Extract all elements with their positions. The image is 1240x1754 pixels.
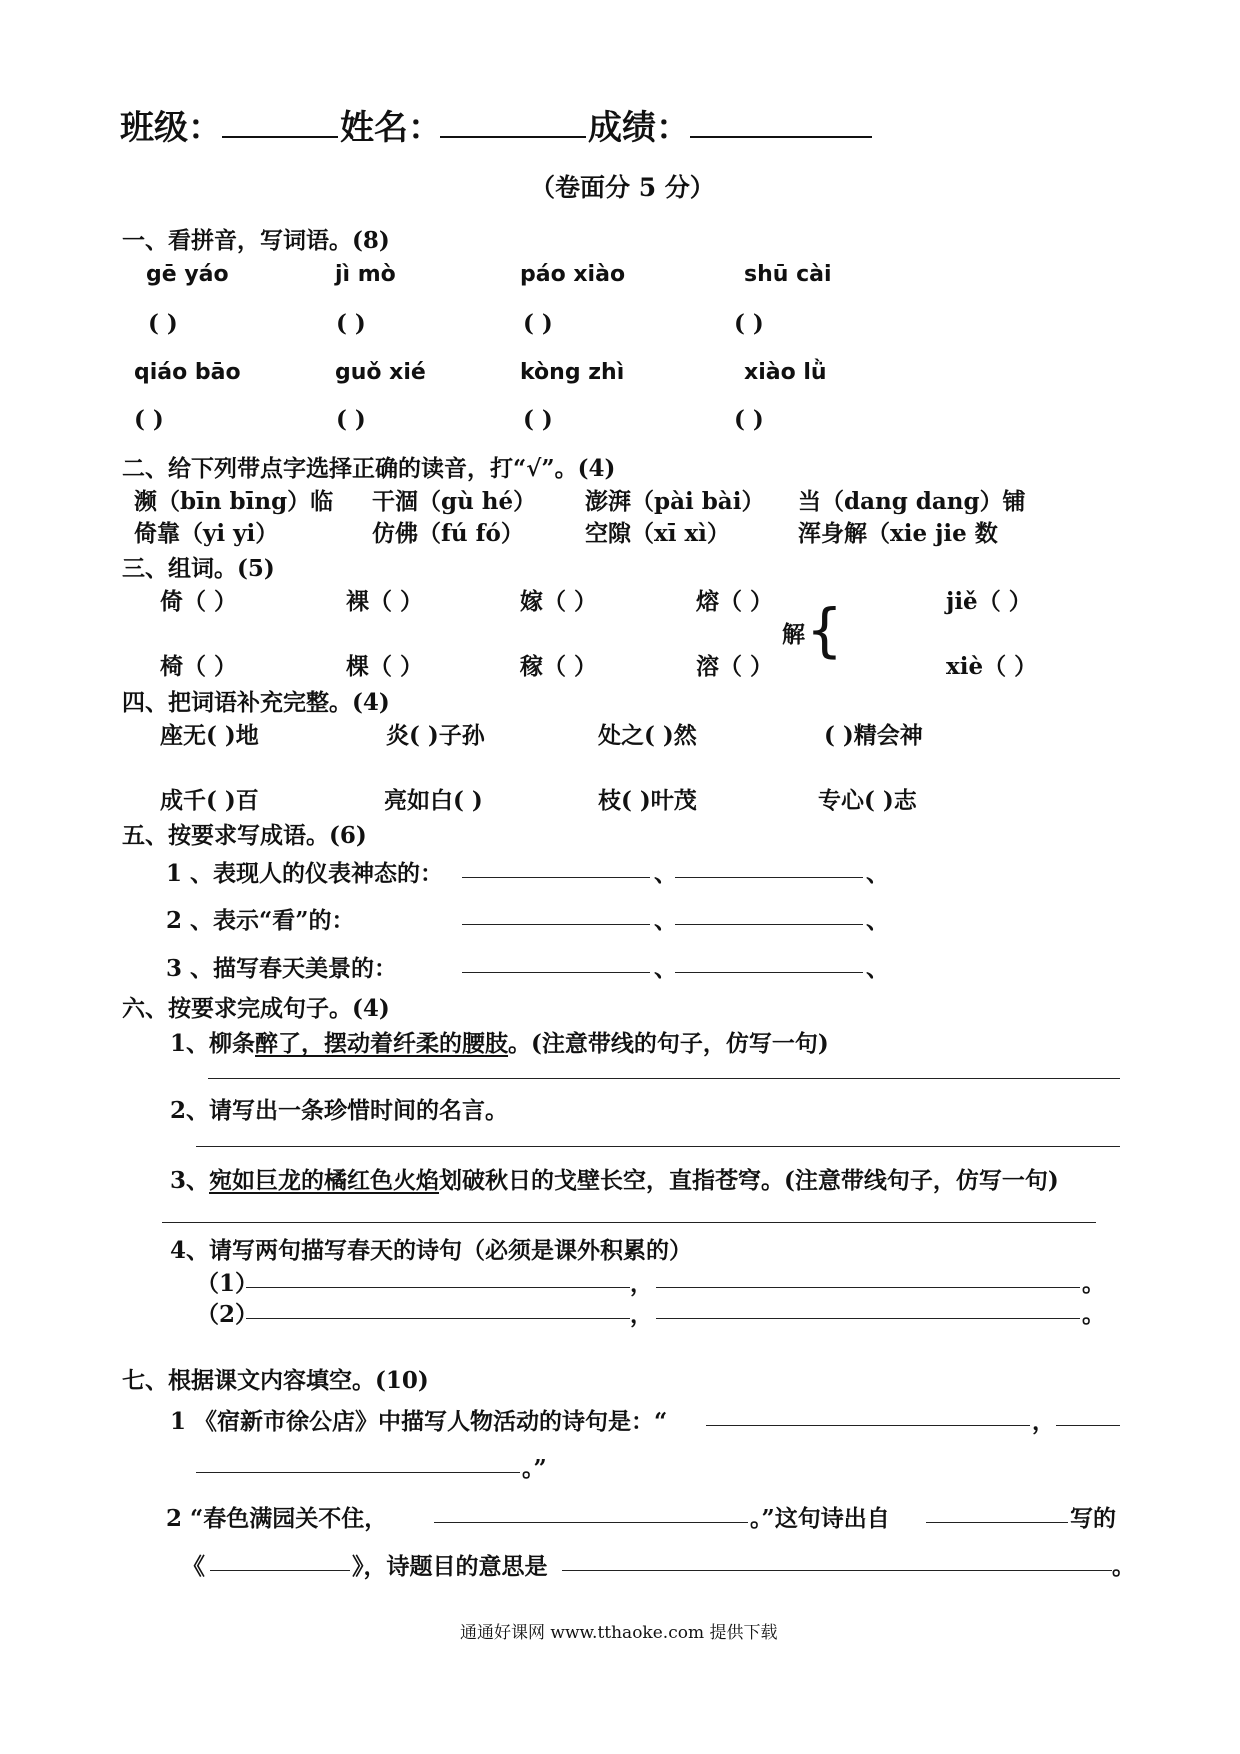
- word-group-4[interactable]: 熔（ ）: [696, 588, 774, 615]
- period: 。: [1082, 1270, 1105, 1297]
- answer-box-5[interactable]: ( ): [134, 406, 164, 433]
- idiom-fill-7[interactable]: 枝( )叶茂: [598, 787, 697, 814]
- word-group-6[interactable]: 棵（ ）: [346, 653, 424, 680]
- answer-box-3[interactable]: ( ): [523, 310, 553, 337]
- class-label: 班级：: [120, 108, 222, 148]
- score-label: 成绩：: [588, 108, 690, 148]
- idiom-blank-3a[interactable]: [462, 972, 650, 973]
- separator: 、: [866, 907, 889, 934]
- sentence-q1: [170, 1025, 829, 1058]
- pinyin-3: páo xiào: [520, 262, 626, 287]
- fill-q1-blank-b[interactable]: [1056, 1425, 1120, 1426]
- section-3-title: 三、组词。(5): [122, 555, 275, 582]
- idiom-fill-6[interactable]: 亮如白( ): [384, 787, 483, 814]
- polyphone-jie[interactable]: jiě（ ）: [946, 588, 1032, 615]
- sentence-q3: [170, 1162, 1059, 1195]
- polyphone-xie[interactable]: xiè（ ）: [946, 653, 1038, 680]
- class-blank[interactable]: [222, 136, 338, 138]
- fill-q2-author-blank[interactable]: [926, 1522, 1068, 1523]
- word-group-7[interactable]: 稼（ ）: [520, 653, 598, 680]
- fill-q2-suffix: 写的: [1070, 1505, 1116, 1532]
- reading-choice-5[interactable]: 倚靠（yi yi）: [134, 520, 279, 547]
- separator: 、: [654, 860, 677, 887]
- idiom-prompt-3: 3 、描写春天美景的：: [166, 955, 398, 982]
- fill-q2-prompt: 2 “春色满园关不住，: [166, 1505, 388, 1532]
- section-2-title: 二、给下列带点字选择正确的读音，打“√”。(4): [122, 455, 616, 482]
- idiom-prompt-2: 2 、表示“看”的：: [166, 907, 355, 934]
- poem-blank-2b[interactable]: [656, 1318, 1080, 1319]
- pinyin-2: jì mò: [335, 262, 396, 287]
- footer-credit: 通通好课网 www.tthaoke.com 提供下载: [460, 1623, 778, 1643]
- pinyin-4: shū cài: [744, 262, 832, 287]
- section-4-title: 四、把词语补充完整。(4): [122, 689, 390, 716]
- separator: 、: [866, 860, 889, 887]
- comma: ，: [630, 1270, 653, 1297]
- fill-q1-blank-a[interactable]: [706, 1425, 1030, 1426]
- idiom-fill-8[interactable]: 专心( )志: [818, 787, 917, 814]
- separator: 、: [866, 955, 889, 982]
- reading-choice-6[interactable]: 仿佛（fú fó）: [372, 520, 524, 547]
- fill-q1-prompt: 1 《宿新市徐公店》中描写人物活动的诗句是：“: [170, 1408, 668, 1435]
- pinyin-6: guǒ xié: [335, 360, 426, 385]
- comma: ，: [1032, 1408, 1055, 1435]
- poem-label-2: （2）: [196, 1301, 259, 1328]
- poem-blank-2a[interactable]: [246, 1318, 630, 1319]
- sentence-q1-suffix: 。(注意带线的句子，仿写一句): [508, 1030, 829, 1057]
- idiom-blank-1b[interactable]: [675, 877, 863, 878]
- title-open: 《: [182, 1553, 205, 1580]
- separator: 、: [654, 955, 677, 982]
- idiom-fill-5[interactable]: 成千( )百: [160, 787, 259, 814]
- sentence-q3-suffix: 划破秋日的戈壁长空，直指苍穹。(注意带线句子，仿写一句): [439, 1167, 1059, 1194]
- poem-blank-1b[interactable]: [656, 1287, 1080, 1288]
- word-group-2[interactable]: 裸（ ）: [346, 588, 424, 615]
- comma: ，: [630, 1301, 653, 1328]
- reading-choice-4[interactable]: 当（dang dang）铺: [798, 488, 1026, 515]
- fill-q1-blank-c[interactable]: [196, 1472, 520, 1473]
- idiom-fill-3[interactable]: 处之( )然: [598, 722, 697, 749]
- neatness-note: （卷面分 5 分）: [530, 173, 715, 202]
- reading-choice-2[interactable]: 干涸（gù hé）: [372, 488, 537, 515]
- quote-end: 。”: [522, 1455, 547, 1482]
- idiom-blank-1a[interactable]: [462, 877, 650, 878]
- idiom-blank-2a[interactable]: [462, 924, 650, 925]
- fill-q2-meaning-blank[interactable]: [562, 1570, 1112, 1571]
- brace-icon: {: [806, 596, 843, 664]
- reading-choice-3[interactable]: 澎湃（pài bài）: [585, 488, 765, 515]
- sentence-q1-prefix: 1、柳条: [170, 1030, 256, 1057]
- sentence-q3-underlined: 宛如巨龙的橘红色火焰: [209, 1167, 440, 1194]
- sentence-q1-underlined: 醉了，摆动着纤柔的腰肢: [255, 1030, 509, 1057]
- idiom-fill-1[interactable]: 座无( )地: [160, 722, 259, 749]
- idiom-prompt-1: 1 、表现人的仪表神态的：: [166, 860, 444, 887]
- section-7-title: 七、根据课文内容填空。(10): [122, 1367, 429, 1394]
- reading-choice-7[interactable]: 空隙（xī xì）: [585, 520, 730, 547]
- idiom-fill-4[interactable]: ( )精会神: [824, 722, 923, 749]
- name-label: 姓名：: [340, 108, 442, 148]
- reading-choice-8[interactable]: 浑身解（xie jie 数: [798, 520, 998, 547]
- idiom-fill-2[interactable]: 炎( )子孙: [386, 722, 485, 749]
- fill-q2-title-blank[interactable]: [210, 1570, 350, 1571]
- fill-q2-mid: 。”这句诗出自: [750, 1505, 890, 1532]
- pinyin-7: kòng zhì: [520, 360, 625, 385]
- period: 。: [1112, 1553, 1135, 1580]
- answer-box-2[interactable]: ( ): [336, 310, 366, 337]
- section-5-title: 五、按要求写成语。(6): [122, 822, 367, 849]
- pinyin-8: xiào lǜ: [744, 360, 827, 385]
- sentence-q2: 2、请写出一条珍惜时间的名言。: [170, 1097, 509, 1124]
- sentence-q3-prefix: 3、: [170, 1167, 210, 1194]
- reading-choice-1[interactable]: 濒（bīn bīng）临: [134, 488, 334, 515]
- answer-line-q2[interactable]: [196, 1146, 1120, 1147]
- period: 。: [1082, 1301, 1105, 1328]
- fill-q2-blank-a[interactable]: [434, 1522, 748, 1523]
- answer-box-1[interactable]: ( ): [148, 310, 178, 337]
- word-group-8[interactable]: 溶（ ）: [696, 653, 774, 680]
- word-group-3[interactable]: 嫁（ ）: [520, 588, 598, 615]
- pinyin-1: gē yáo: [146, 262, 229, 287]
- score-blank[interactable]: [690, 136, 872, 138]
- polyphone-char: 解: [782, 621, 805, 648]
- idiom-blank-2b[interactable]: [675, 924, 863, 925]
- answer-box-8[interactable]: ( ): [734, 406, 764, 433]
- section-6-title: 六、按要求完成句子。(4): [122, 995, 390, 1022]
- section-1-title: 一、看拼音，写词语。(8): [122, 227, 390, 254]
- answer-line-q3[interactable]: [162, 1222, 1096, 1223]
- word-group-5[interactable]: 椅（ ）: [160, 653, 238, 680]
- answer-box-6[interactable]: ( ): [336, 406, 366, 433]
- answer-box-4[interactable]: ( ): [734, 310, 764, 337]
- answer-line-q1[interactable]: [208, 1078, 1120, 1079]
- pinyin-5: qiáo bāo: [134, 360, 241, 385]
- word-group-1[interactable]: 倚（ ）: [160, 588, 238, 615]
- poem-blank-1a[interactable]: [246, 1287, 630, 1288]
- name-blank[interactable]: [440, 136, 586, 138]
- idiom-blank-3b[interactable]: [675, 972, 863, 973]
- sentence-q4: 4、请写两句描写春天的诗句（必须是课外积累的）: [170, 1237, 693, 1264]
- answer-box-7[interactable]: ( ): [523, 406, 553, 433]
- poem-label-1: （1）: [196, 1270, 259, 1297]
- fill-q2-line2-mid: 》，诗题目的意思是: [352, 1553, 548, 1580]
- separator: 、: [654, 907, 677, 934]
